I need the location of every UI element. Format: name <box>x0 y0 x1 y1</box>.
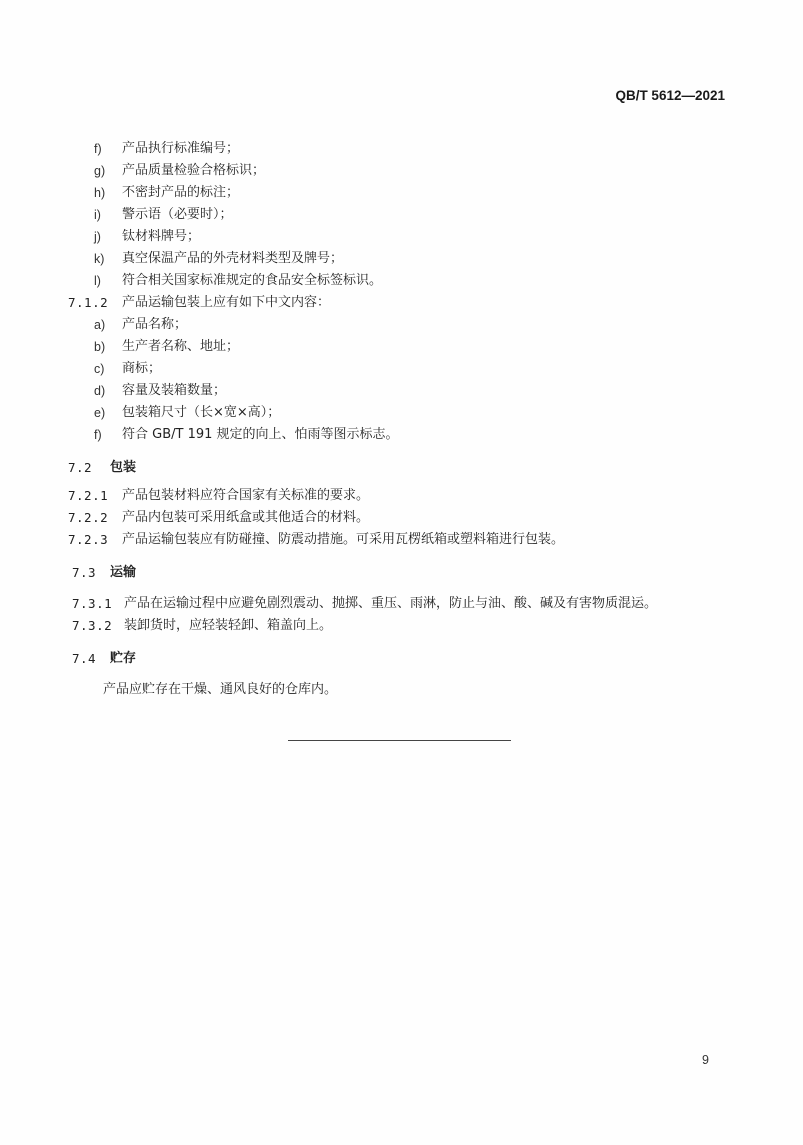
list-marker: l) <box>94 274 101 288</box>
clause-text: 产品运输包装应有防碰撞、防震动措施。可采用瓦楞纸箱或塑料箱进行包装。 <box>122 532 565 547</box>
list-marker: k) <box>94 252 105 266</box>
list-marker: a) <box>94 318 106 332</box>
list-text: 真空保温产品的外壳材料类型及牌号； <box>122 251 344 266</box>
list-text: 警示语（必要时）； <box>122 207 233 222</box>
section-body: 产品应贮存在干燥、通风良好的仓库内。 <box>103 682 338 697</box>
clause-text: 产品包装材料应符合国家有关标准的要求。 <box>122 488 370 503</box>
list-marker: f) <box>94 142 102 156</box>
list-text: 钛材料牌号； <box>122 229 201 244</box>
list-text: 容量及装箱数量； <box>122 383 227 398</box>
list-marker: b) <box>94 340 106 354</box>
list-text: 生产者名称、地址； <box>122 339 240 354</box>
clause-number: 7.2.2 <box>68 510 109 525</box>
end-rule <box>288 740 511 741</box>
section-title: 包装 <box>110 460 137 475</box>
list-marker: d) <box>94 384 106 398</box>
list-text: 产品名称； <box>122 317 188 332</box>
list-text: 包装箱尺寸（长×宽×高）； <box>122 405 281 420</box>
list-marker: e) <box>94 406 106 420</box>
list-marker: i) <box>94 208 101 222</box>
clause-number: 7.3.1 <box>72 596 113 611</box>
section-number: 7.4 <box>72 651 97 666</box>
list-text: 商标； <box>122 361 162 376</box>
list-marker: f) <box>94 428 102 442</box>
clause-text: 产品内包装可采用纸盒或其他适合的材料。 <box>122 510 370 525</box>
page-number: 9 <box>702 1053 709 1067</box>
clause-number: 7.1.2 <box>68 295 109 310</box>
standard-number: QB/T 5612—2021 <box>615 88 725 103</box>
list-marker: g) <box>94 164 106 178</box>
clause-text: 产品在运输过程中应避免剧烈震动、抛掷、重压、雨淋，防止与油、酸、碱及有害物质混运。 <box>124 596 658 611</box>
section-number: 7.3 <box>72 565 97 580</box>
list-text: 产品质量检验合格标识； <box>122 163 266 178</box>
clause-text: 产品运输包装上应有如下中文内容： <box>122 295 331 310</box>
list-text: 产品执行标准编号； <box>122 141 240 156</box>
section-number: 7.2 <box>68 460 93 475</box>
clause-number: 7.2.3 <box>68 532 109 547</box>
list-text: 符合相关国家标准规定的食品安全标签标识。 <box>122 273 383 288</box>
list-marker: c) <box>94 362 105 376</box>
clause-text: 装卸货时，应轻装轻卸、箱盖向上。 <box>124 618 333 633</box>
list-text: 符合 GB/T 191 规定的向上、怕雨等图示标志。 <box>122 427 399 442</box>
clause-number: 7.3.2 <box>72 618 113 633</box>
section-title: 贮存 <box>110 651 137 666</box>
list-text: 不密封产品的标注； <box>122 185 240 200</box>
list-marker: j) <box>94 230 101 244</box>
section-title: 运输 <box>110 565 137 580</box>
clause-number: 7.2.1 <box>68 488 109 503</box>
list-marker: h) <box>94 186 106 200</box>
